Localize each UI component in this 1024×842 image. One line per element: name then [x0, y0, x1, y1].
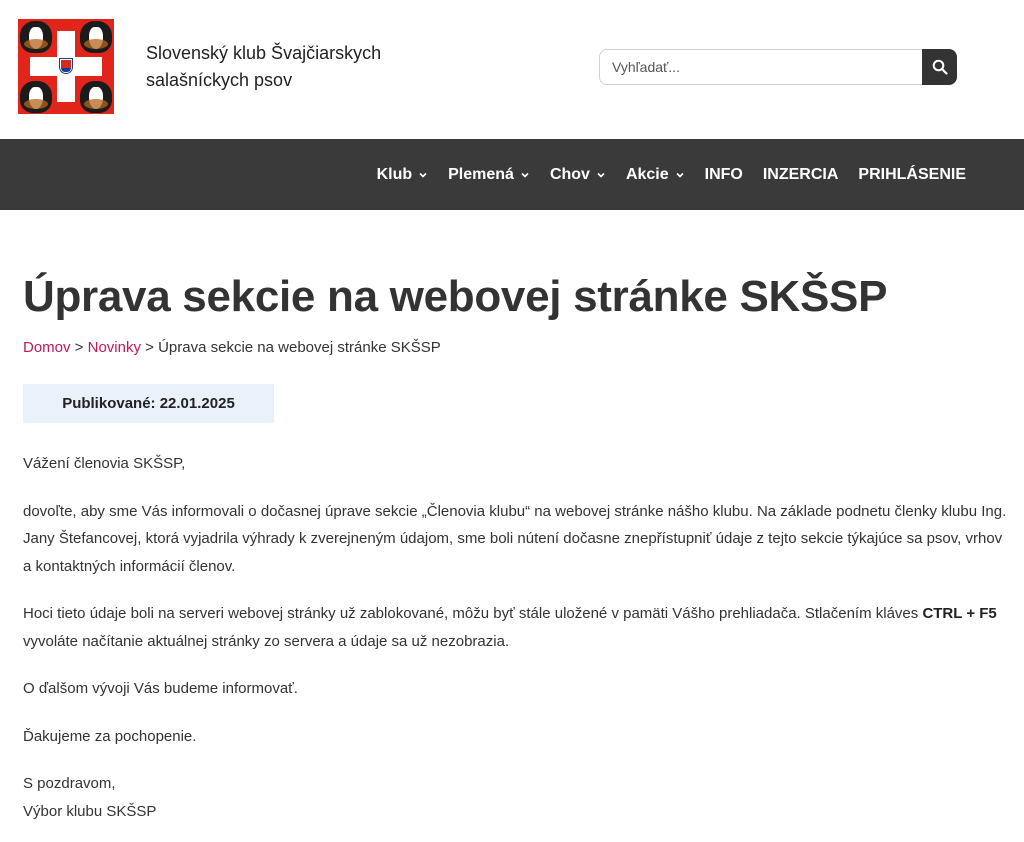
search-icon	[932, 59, 948, 75]
dog-icon	[80, 21, 112, 53]
nav-item-plemena[interactable]	[448, 166, 530, 184]
breadcrumb-news-link[interactable]: Novinky	[87, 339, 141, 356]
slovak-shield-icon	[59, 58, 73, 74]
search-input[interactable]	[599, 49, 925, 85]
nav-item-akcie[interactable]	[626, 166, 685, 184]
nav-item-label: Akcie	[625, 165, 669, 183]
nav-item-label: Klub	[376, 165, 413, 183]
nav-items	[357, 139, 966, 210]
breadcrumb-current: Úprava sekcie na webovej stránke SKŠSP	[158, 339, 441, 356]
nav-item-label: INFO	[704, 165, 743, 183]
chevron-down-icon	[675, 170, 685, 180]
site-header	[0, 0, 1024, 139]
published-date-badge: Publikované: 22.01.2025	[23, 384, 274, 423]
paragraph-text: Hoci tieto údaje boli na serveri webovej stránky už zablokované, môžu byť stále uložené v pamäti Vášho prehliadača. Stlačením kláves	[23, 605, 923, 622]
article-paragraph	[23, 600, 1008, 655]
breadcrumb	[23, 339, 441, 356]
article-paragraph: Ďakujeme za pochopenie.	[23, 727, 197, 745]
nav-item-prihlasenie[interactable]	[858, 166, 966, 184]
nav-item-label: INZERCIA	[762, 165, 839, 183]
article-greeting: Vážení členovia SKŠSP,	[23, 455, 186, 472]
club-logo[interactable]	[18, 19, 114, 114]
article-paragraph: O ďalšom vývoji Vás budeme informovať.	[23, 680, 298, 697]
site-title[interactable]: Slovenský klub Švajčiarskych salašníckych psov	[146, 43, 382, 90]
breadcrumb-home-link[interactable]: Domov	[23, 339, 71, 356]
chevron-down-icon	[596, 170, 606, 180]
page-title: Úprava sekcie na webovej stránke SKŠSP	[23, 272, 888, 321]
keyboard-shortcut: CTRL + F5	[922, 605, 997, 622]
dog-icon	[20, 21, 52, 53]
article-content	[23, 450, 1008, 842]
closing-line: S pozdravom,	[23, 775, 116, 792]
chevron-down-icon	[418, 170, 428, 180]
article-paragraph: dovoľte, aby sme Vás informovali o dočasnej úprave sekcie „Členovia klubu“ na webovej stránke nášho klubu. Na základe podnetu členky klubu Ing. Jany Štefancovej, ktorá vyjadrila výhrady k zverejneným údajom, sme boli nútení dočasne znepřístupniť údaje z tejto sekcie týkajúce sa psov, vrhov a kontaktných informácií členov.	[23, 502, 1007, 575]
search-form	[599, 49, 957, 85]
dog-icon	[80, 81, 112, 113]
paragraph-text: vyvoláte načítanie aktuálnej stránky zo servera a údaje sa už nezobrazia.	[23, 632, 510, 650]
article-closing	[23, 770, 1008, 825]
dog-icon	[20, 81, 52, 113]
nav-item-inzercia[interactable]	[763, 166, 839, 184]
nav-item-label: Chov	[549, 165, 590, 183]
nav-item-chov[interactable]	[550, 166, 606, 184]
nav-item-label: PRIHLÁSENIE	[858, 165, 966, 183]
breadcrumb-separator: >	[70, 339, 88, 356]
nav-item-info[interactable]	[705, 166, 743, 184]
nav-item-label: Plemená	[448, 165, 514, 183]
breadcrumb-separator: >	[140, 339, 159, 356]
closing-signature: Výbor klubu SKŠSP	[23, 802, 157, 820]
nav-item-klub[interactable]	[377, 166, 429, 184]
search-button[interactable]	[922, 49, 957, 85]
chevron-down-icon	[520, 170, 530, 180]
main-nav	[0, 139, 1024, 210]
